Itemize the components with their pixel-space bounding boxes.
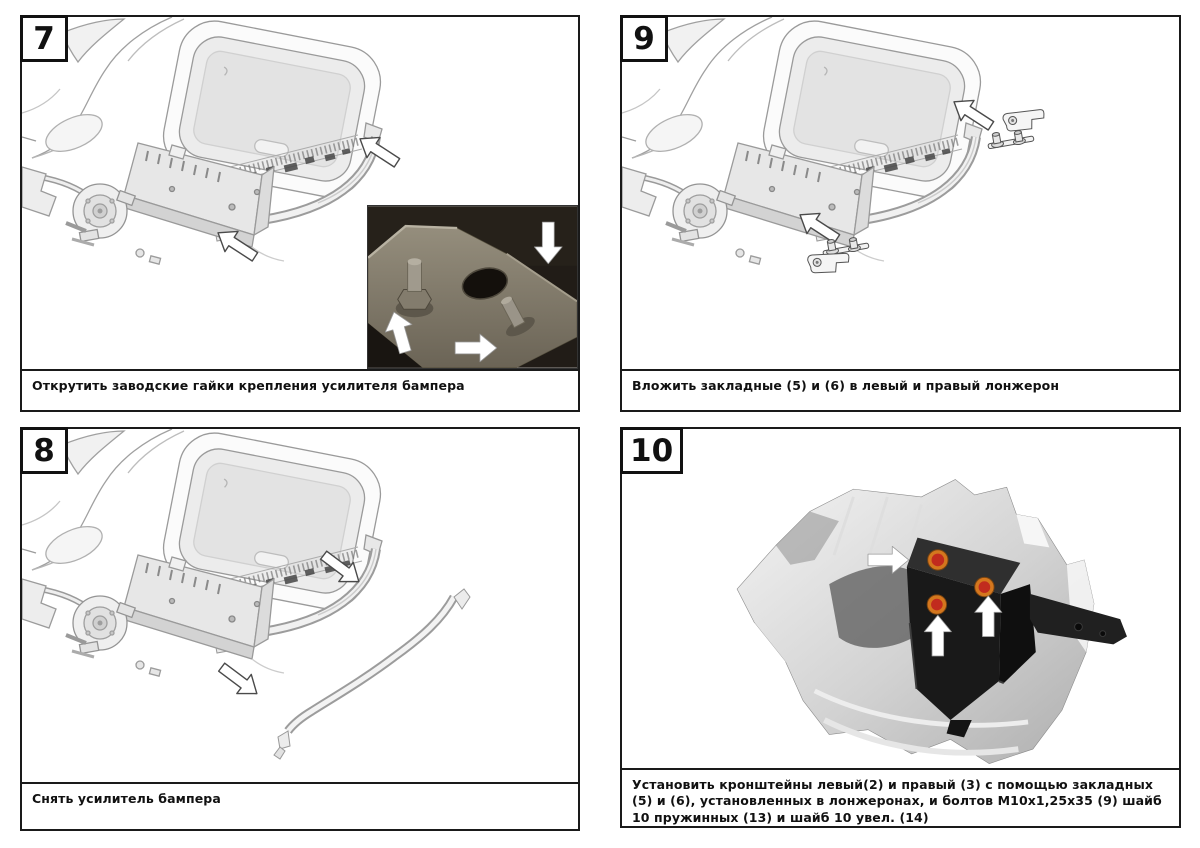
step-10-illustration (622, 429, 1179, 768)
step-7-illustration (22, 17, 578, 369)
step-panel-8 (20, 427, 580, 831)
step-caption-text: Открутить заводские гайки крепления усилителя бампера (32, 378, 465, 393)
step-number: 9 (633, 20, 655, 57)
step-caption (22, 369, 578, 410)
step-number-badge (20, 427, 68, 474)
step-caption-text: Установить кронштейны левый(2) и правый (3) с помощью закладных (5) и (6), установленных в лонжеронах, и болтов М10х1,25х35 (9) шайб 10 пружинных (13) и шайб 10 увел. (14) (632, 776, 1162, 825)
step-number-badge (20, 15, 68, 62)
step-number-badge (620, 15, 668, 62)
step-caption (22, 782, 578, 829)
step-number: 10 (630, 432, 674, 469)
bracket-install-render (622, 429, 1179, 768)
step-caption (622, 369, 1179, 410)
step-caption-text: Снять усилитель бампера (32, 791, 221, 806)
car-rear-drawing (622, 17, 1179, 369)
step-number-badge (620, 427, 683, 474)
step-number: 7 (33, 20, 55, 57)
step-caption-text: Вложить закладные (5) и (6) в левый и правый лонжерон (632, 378, 1060, 393)
inset-photo-factory-nuts (367, 205, 578, 369)
step-number: 8 (33, 432, 55, 469)
step-caption (622, 768, 1179, 827)
underbody-photo (368, 206, 577, 368)
step-panel-7 (20, 15, 580, 412)
car-rear-drawing (22, 429, 578, 782)
bumper-beam-part (274, 589, 470, 759)
step-panel-9 (620, 15, 1181, 412)
step-panel-10 (620, 427, 1181, 828)
step-8-illustration (22, 429, 578, 782)
step-9-illustration (622, 17, 1179, 369)
